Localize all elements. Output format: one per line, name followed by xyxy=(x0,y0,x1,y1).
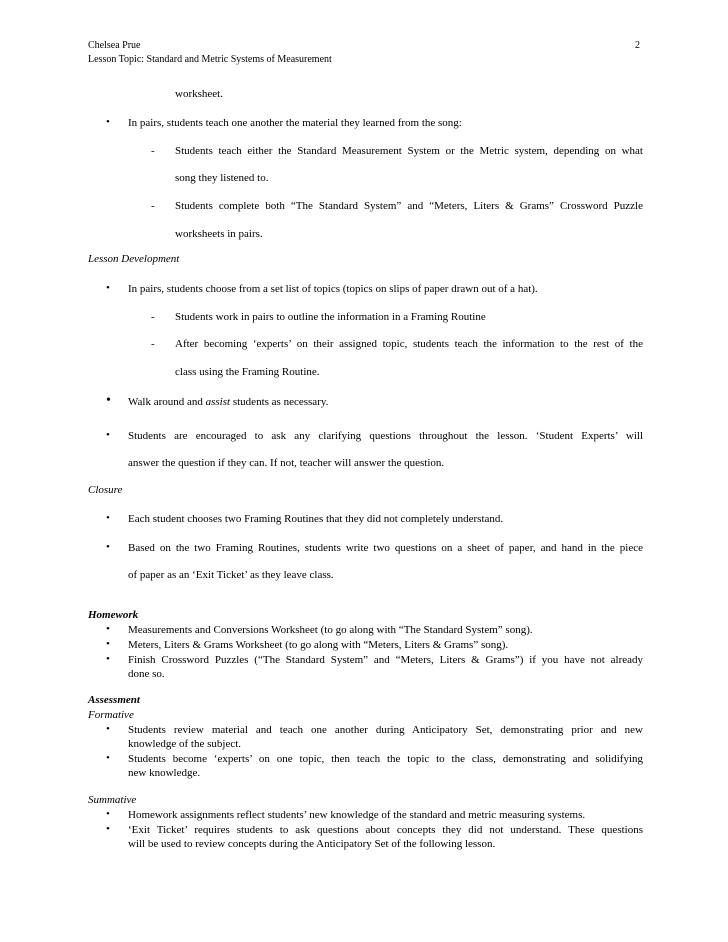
header-author: Chelsea Prue xyxy=(88,40,141,51)
bullet-text: Walk around and assist students as necessary. xyxy=(128,396,329,408)
header-page-number: 2 xyxy=(635,40,640,51)
summative-heading: Summative xyxy=(88,794,137,806)
bullet-icon: • xyxy=(106,623,110,635)
assessment-item: Students review material and teach one another during Anticipatory Set, demonstrating prior and new xyxy=(128,724,643,736)
bullet-icon: • xyxy=(106,823,110,835)
dash-icon: - xyxy=(151,338,155,350)
sub-item-text: worksheets in pairs. xyxy=(175,228,263,240)
bullet-icon: • xyxy=(106,116,110,128)
pairs-bullet-text: In pairs, students teach one another the material they learned from the song: xyxy=(128,117,462,129)
sub-item-text: Students work in pairs to outline the information in a Framing Routine xyxy=(175,311,486,323)
bullet-text: Each student chooses two Framing Routines that they did not completely understand. xyxy=(128,513,504,525)
assessment-item: will be used to review concepts during the Anticipatory Set of the following lesson. xyxy=(128,838,496,850)
sub-item-text: song they listened to. xyxy=(175,172,269,184)
continued-text: worksheet. xyxy=(175,88,223,100)
dash-icon: - xyxy=(151,311,155,323)
homework-item: Finish Crossword Puzzles (“The Standard System” and “Meters, Liters & Grams”) if you have not already xyxy=(128,654,643,666)
bullet-icon: • xyxy=(106,393,111,408)
bullet-text: of paper as an ‘Exit Ticket’ as they leave class. xyxy=(128,569,334,581)
sub-item-text: Students teach either the Standard Measurement System or the Metric system, depending on what xyxy=(175,145,643,157)
header-lesson-topic: Lesson Topic: Standard and Metric Systems of Measurement xyxy=(88,54,332,65)
dash-icon: - xyxy=(151,145,155,157)
closure-heading: Closure xyxy=(88,484,123,496)
bullet-icon: • xyxy=(106,541,110,553)
bullet-text: Students are encouraged to ask any clarifying questions throughout the lesson. ‘Student Experts’ will xyxy=(128,430,643,442)
assessment-item: Homework assignments reflect students’ new knowledge of the standard and metric measuring systems. xyxy=(128,809,586,821)
lesson-development-heading: Lesson Development xyxy=(88,253,180,265)
homework-item: done so. xyxy=(128,668,165,680)
assessment-item: ‘Exit Ticket’ requires students to ask questions about concepts they did not understand. These questions xyxy=(128,824,643,836)
bullet-icon: • xyxy=(106,282,110,294)
bullet-icon: • xyxy=(106,808,110,820)
bullet-text: In pairs, students choose from a set list of topics (topics on slips of paper drawn out of a hat). xyxy=(128,283,538,295)
assessment-item: Students become ‘experts’ on one topic, then teach the topic to the class, demonstrating and solidifying xyxy=(128,753,643,765)
sub-item-text: class using the Framing Routine. xyxy=(175,366,320,378)
bullet-icon: • xyxy=(106,723,110,735)
bullet-icon: • xyxy=(106,512,110,524)
sub-item-text: Students complete both “The Standard System” and “Meters, Liters & Grams” Crossword Puzzle xyxy=(175,200,643,212)
bullet-icon: • xyxy=(106,653,110,665)
bullet-icon: • xyxy=(106,752,110,764)
assessment-item: new knowledge. xyxy=(128,767,201,779)
bullet-text: answer the question if they can. If not, teacher will answer the question. xyxy=(128,457,445,469)
formative-heading: Formative xyxy=(88,709,134,721)
bullet-icon: • xyxy=(106,638,110,650)
bullet-icon: • xyxy=(106,429,110,441)
homework-item: Meters, Liters & Grams Worksheet (to go along with “Meters, Liters & Grams” song). xyxy=(128,639,509,651)
sub-item-text: After becoming ‘experts’ on their assigned topic, students teach the information to the rest of the xyxy=(175,338,643,350)
assessment-item: knowledge of the subject. xyxy=(128,738,242,750)
dash-icon: - xyxy=(151,200,155,212)
homework-item: Measurements and Conversions Worksheet (to go along with “The Standard System” song). xyxy=(128,624,533,636)
bullet-text: Based on the two Framing Routines, students write two questions on a sheet of paper, and hand in the piece xyxy=(128,542,643,554)
homework-heading: Homework xyxy=(88,609,139,621)
assessment-heading: Assessment xyxy=(88,694,140,706)
